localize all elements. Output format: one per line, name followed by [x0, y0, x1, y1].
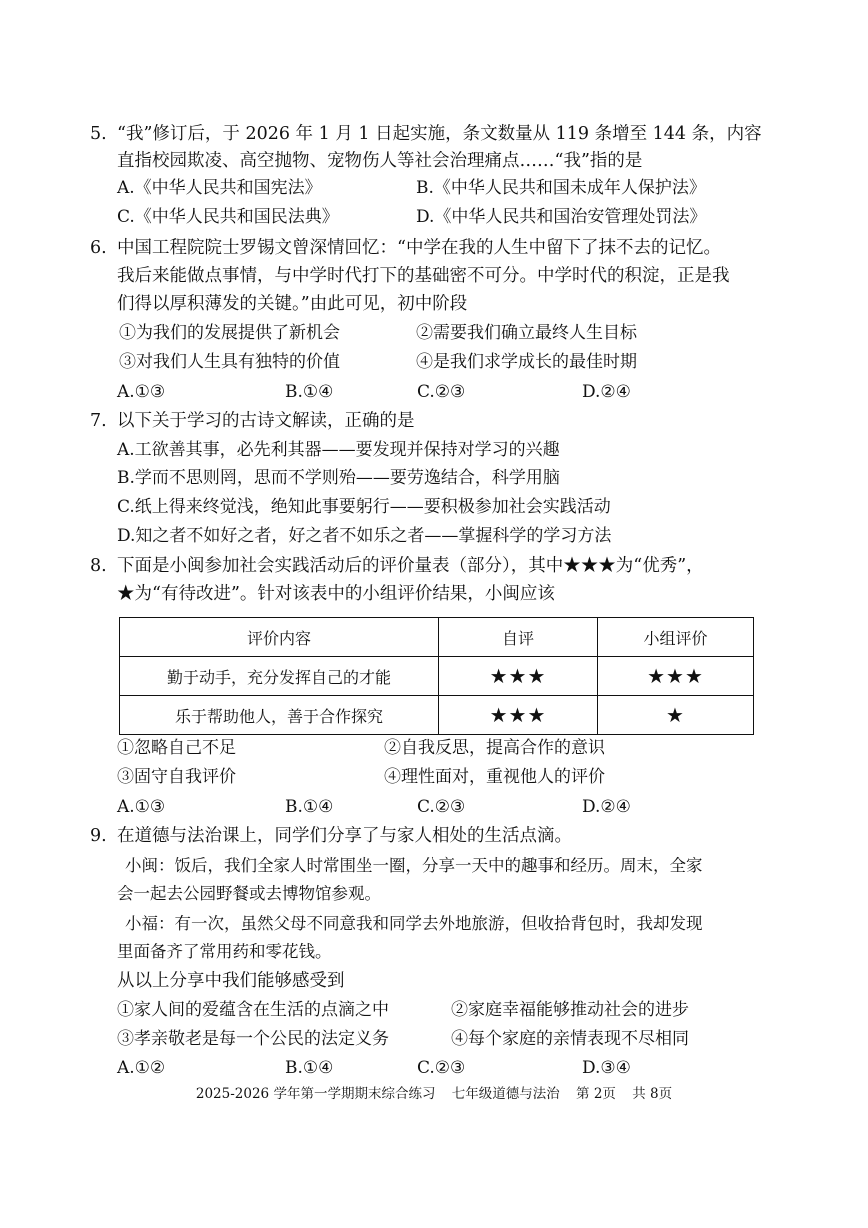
dialog-xiaofu: 里面备齐了常用药和零花钱。 [117, 942, 332, 961]
table-header: 评价内容 [120, 618, 439, 657]
question-stem: 中国工程院院士罗锡文曾深情回忆：“中学在我的人生中留下了抹不去的记忆。 [117, 238, 721, 258]
option-a: A.①② [117, 1058, 166, 1078]
question-prompt: 从以上分享中我们能够感受到 [117, 971, 345, 991]
question-stem: “我”修订后，于 2026 年 1 月 1 日起实施，条文数量从 119 条增至 144 条，内容 [117, 124, 762, 144]
option-d: D.②④ [582, 382, 631, 402]
statement-4: ④每个家庭的亲情表现不尽相同 [451, 1029, 689, 1049]
statement-2: ②家庭幸福能够推动社会的进步 [451, 1000, 689, 1020]
table-header: 自评 [439, 618, 598, 657]
question-stem: 我后来能做点事情，与中学时代打下的基础密不可分。中学时代的积淀，正是我 [117, 266, 730, 286]
option-c: C.纸上得来终觉浅，绝知此事要躬行——要积极参加社会实践活动 [117, 497, 611, 517]
page-footer [0, 1085, 868, 1103]
question-stem: 们得以厚积薄发的关键。”由此可见，初中阶段 [117, 294, 468, 314]
table-row [120, 696, 754, 735]
option-d: D.《中华人民共和国治安管理处罚法》 [416, 207, 707, 227]
question-number: 6. [90, 238, 107, 258]
option-a: A.①③ [117, 382, 166, 402]
option-b: B.①④ [285, 797, 334, 817]
statement-4: ④理性面对，重视他人的评价 [384, 767, 605, 787]
table-row [120, 657, 754, 696]
dialog-xiaomin: 会一起去公园野餐或去博物馆参观。 [117, 884, 381, 903]
option-b: B.学而不思则罔，思而不学则殆——要劳逸结合，科学用脑 [117, 468, 560, 488]
option-d: D.③④ [582, 1058, 631, 1078]
question-stem: 以下关于学习的古诗文解读，正确的是 [117, 411, 415, 431]
rating-stars: ★★★ [439, 657, 598, 696]
footer-total-pages: 共 8页 [632, 1086, 673, 1102]
statement-2: ②自我反思，提高合作的意识 [384, 738, 605, 758]
evaluation-table [119, 617, 754, 735]
option-c: C.②③ [417, 382, 466, 402]
question-stem: 在道德与法治课上，同学们分享了与家人相处的生活点滴。 [117, 826, 572, 846]
statement-1: ①为我们的发展提供了新机会 [119, 323, 340, 343]
table-header: 小组评价 [598, 618, 754, 657]
option-c: C.《中华人民共和国民法典》 [117, 207, 339, 227]
footer-exam-title: 2025-2026 学年第一学期期末综合练习 [195, 1086, 436, 1102]
table-header-row [120, 618, 754, 657]
option-b: B.①④ [285, 382, 334, 402]
table-cell: 勤于动手，充分发挥自己的才能 [120, 657, 439, 696]
question-stem: ★为“有待改进”。针对该表中的小组评价结果，小闽应该 [117, 584, 555, 604]
option-c: C.②③ [417, 1058, 466, 1078]
question-number: 5. [90, 124, 107, 144]
rating-stars: ★★★ [598, 657, 754, 696]
statement-3: ③孝亲敬老是每一个公民的法定义务 [117, 1029, 389, 1049]
option-a: A.①③ [117, 797, 166, 817]
question-stem: 直指校园欺凌、高空抛物、宠物伤人等社会治理痛点……“我”指的是 [117, 151, 643, 171]
question-number: 8. [90, 556, 107, 576]
option-a: A.工欲善其事，必先利其器——要发现并保持对学习的兴趣 [117, 440, 560, 460]
statement-1: ①忽略自己不足 [117, 738, 236, 758]
option-a: A.《中华人民共和国宪法》 [117, 178, 322, 198]
table-cell: 乐于帮助他人，善于合作探究 [120, 696, 439, 735]
question-number: 9. [90, 826, 107, 846]
option-b: B.①④ [285, 1058, 334, 1078]
option-b: B.《中华人民共和国未成年人保护法》 [416, 178, 706, 198]
dialog-xiaomin: 小闽：饭后，我们全家人时常围坐一圈，分享一天中的趣事和经历。周末，全家 [125, 856, 703, 875]
statement-4: ④是我们求学成长的最佳时期 [416, 352, 637, 372]
rating-stars: ★ [598, 696, 754, 735]
question-stem: 下面是小闽参加社会实践活动后的评价量表（部分），其中★★★为“优秀”， [117, 556, 704, 576]
statement-3: ③对我们人生具有独特的价值 [119, 352, 340, 372]
statement-1: ①家人间的爱蕴含在生活的点滴之中 [117, 1000, 389, 1020]
option-c: C.②③ [417, 797, 466, 817]
question-number: 7. [90, 411, 107, 431]
statement-2: ②需要我们确立最终人生目标 [416, 323, 637, 343]
statement-3: ③固守自我评价 [117, 767, 236, 787]
footer-subject: 七年级道德与法治 [451, 1086, 560, 1102]
option-d: D.②④ [582, 797, 631, 817]
option-d: D.知之者不如好之者，好之者不如乐之者——掌握科学的学习方法 [117, 526, 612, 546]
rating-stars: ★★★ [439, 696, 598, 735]
dialog-xiaofu: 小福：有一次，虽然父母不同意我和同学去外地旅游，但收拾背包时，我却发现 [125, 914, 703, 933]
footer-page-number: 第 2页 [576, 1086, 616, 1102]
